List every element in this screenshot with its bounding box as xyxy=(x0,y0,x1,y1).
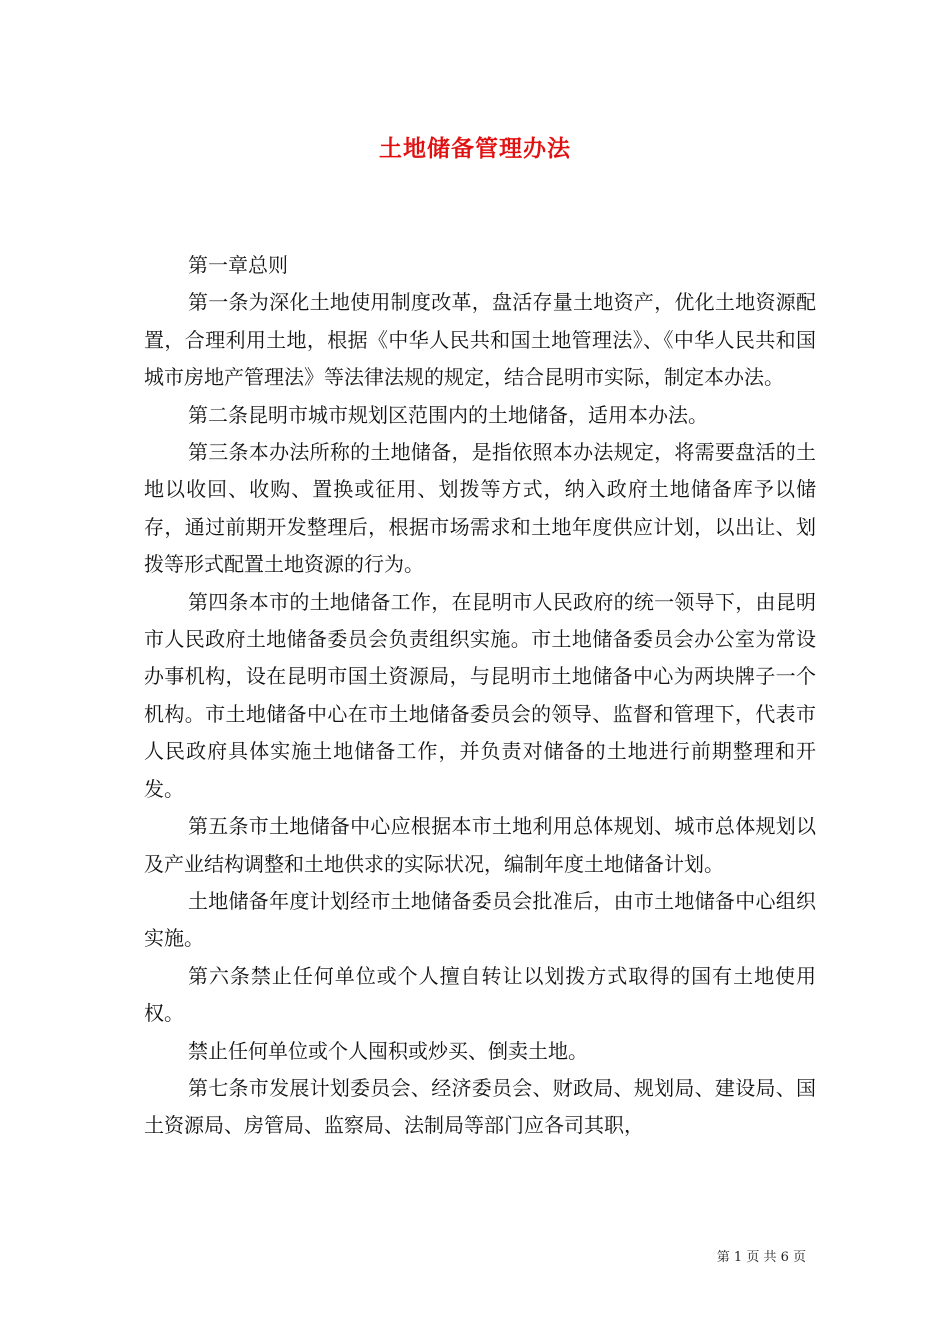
paragraph: 第四条本市的土地储备工作，在昆明市人民政府的统一领导下，由昆明市人民政府土地储备委员会负责组织实施。市土地储备委员会办公室为常设办事机构，设在昆明市国土资源局，与昆明市土地储备中心为两块牌子一个机构。市土地储备中心在市土地储备委员会的领导、监督和管理下，代表市人民政府具体实施土地储备工作，并负责对储备的土地进行前期整理和开发。 xyxy=(144,589,816,801)
paragraph: 第五条市土地储备中心应根据本市土地利用总体规划、城市总体规划以及产业结构调整和土地供求的实际状况，编制年度土地储备计划。 xyxy=(144,814,816,876)
paragraph: 第三条本办法所称的土地储备，是指依照本办法规定，将需要盘活的土地以收回、收购、置换或征用、划拨等方式，纳入政府土地储备库予以储存，通过前期开发整理后，根据市场需求和土地年度供应计划，以出让、划拨等形式配置土地资源的行为。 xyxy=(144,440,816,577)
page-number: 第 1 页 共 6 页 xyxy=(716,1250,806,1265)
paragraph: 第二条昆明市城市规划区范围内的土地储备，适用本办法。 xyxy=(188,402,708,427)
paragraph: 第七条市发展计划委员会、经济委员会、财政局、规划局、建设局、国土资源局、房管局、监察局、法制局等部门应各司其职， xyxy=(144,1075,816,1138)
document-body xyxy=(144,247,816,1145)
paragraph: 土地储备年度计划经市土地储备委员会批准后，由市土地储备中心组织实施。 xyxy=(144,888,816,951)
paragraph: 禁止任何单位或个人囤积或炒买、倒卖土地。 xyxy=(188,1038,588,1063)
document-title: 土地储备管理办法 xyxy=(379,135,571,162)
paragraph: 第一条为深化土地使用制度改革，盘活存量土地资产，优化土地资源配置，合理利用土地，根据《中华人民共和国土地管理法》、《中华人民共和国城市房地产管理法》等法律法规的规定，结合昆明市实际，制定本办法。 xyxy=(144,290,816,390)
paragraph: 第一章总则 xyxy=(188,253,288,277)
paragraph: 第六条禁止任何单位或个人擅自转让以划拨方式取得的国有土地使用权。 xyxy=(144,963,816,1026)
